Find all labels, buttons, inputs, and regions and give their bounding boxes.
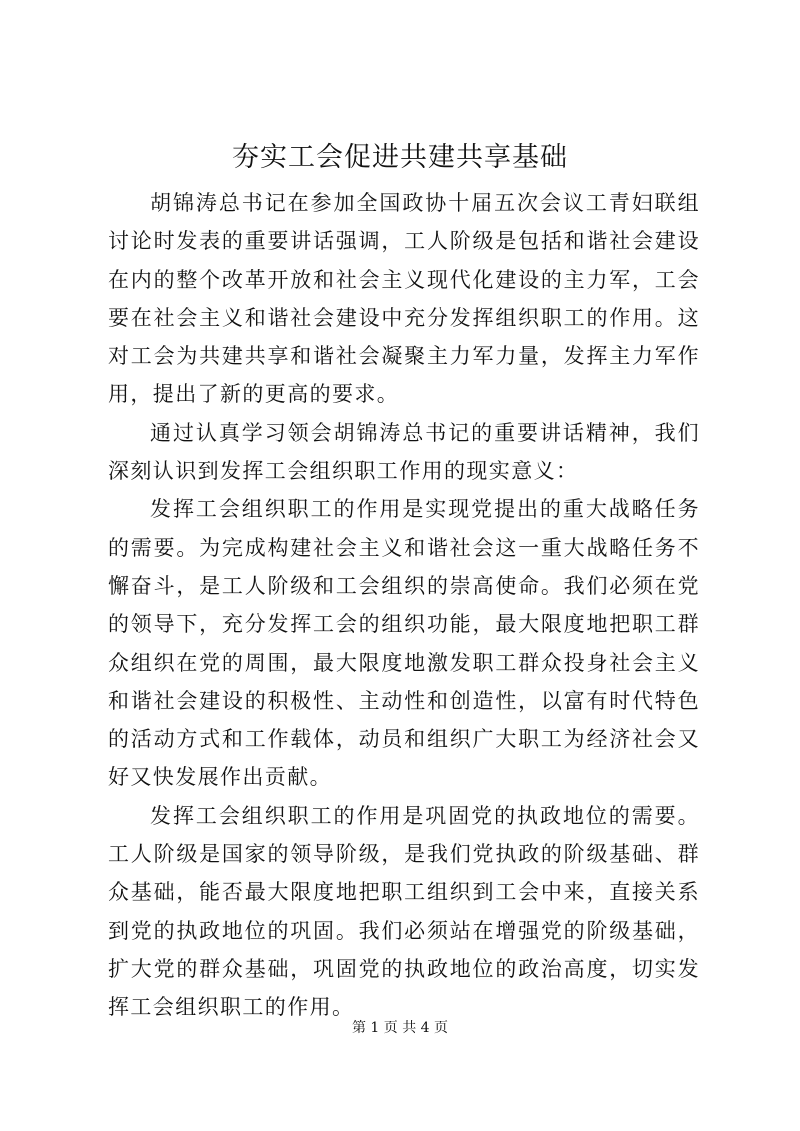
- document-body: [108, 184, 700, 1027]
- page-footer: [0, 1018, 800, 1038]
- paragraph-1: 胡锦涛总书记在参加全国政协十届五次会议工青妇联组讨论时发表的重要讲话强调，工人阶级是包括和谐社会建设在内的整个改革开放和社会主义现代化建设的主力军，工会要在社会主义和谐社会建设中充分发挥组织职工的作用。这对工会为共建共享和谐社会凝聚主力军力量，发挥主力军作用，提出了新的更高的要求。: [108, 191, 700, 407]
- page-indicator: 第 1 页 共 4 页: [351, 1020, 449, 1036]
- paragraph-2: 通过认真学习领会胡锦涛总书记的重要讲话精神，我们深刻认识到发挥工会组织职工作用的现实意义：: [108, 420, 700, 484]
- paragraph-4: 发挥工会组织职工的作用是巩固党的执政地位的需要。工人阶级是国家的领导阶级，是我们党执政的阶级基础、群众基础，能否最大限度地把职工组织到工会中来，直接关系到党的执政地位的巩固。我们必须站在增强党的阶级基础，扩大党的群众基础，巩固党的执政地位的政治高度，切实发挥工会组织职工的作用。: [108, 803, 700, 1020]
- paragraph-3: 发挥工会组织职工的作用是实现党提出的重大战略任务的需要。为完成构建社会主义和谐社会这一重大战略任务不懈奋斗，是工人阶级和工会组织的崇高使命。我们必须在党的领导下，充分发挥工会的组织功能，最大限度地把职工群众组织在党的周围，最大限度地激发职工群众投身社会主义和谐社会建设的积极性、主动性和创造性，以富有时代特色的活动方式和工作载体，动员和组织广大职工为经济社会又好又快发展作出贡献。: [108, 497, 700, 790]
- document-title: 夯实工会促进共建共享基础: [232, 142, 568, 173]
